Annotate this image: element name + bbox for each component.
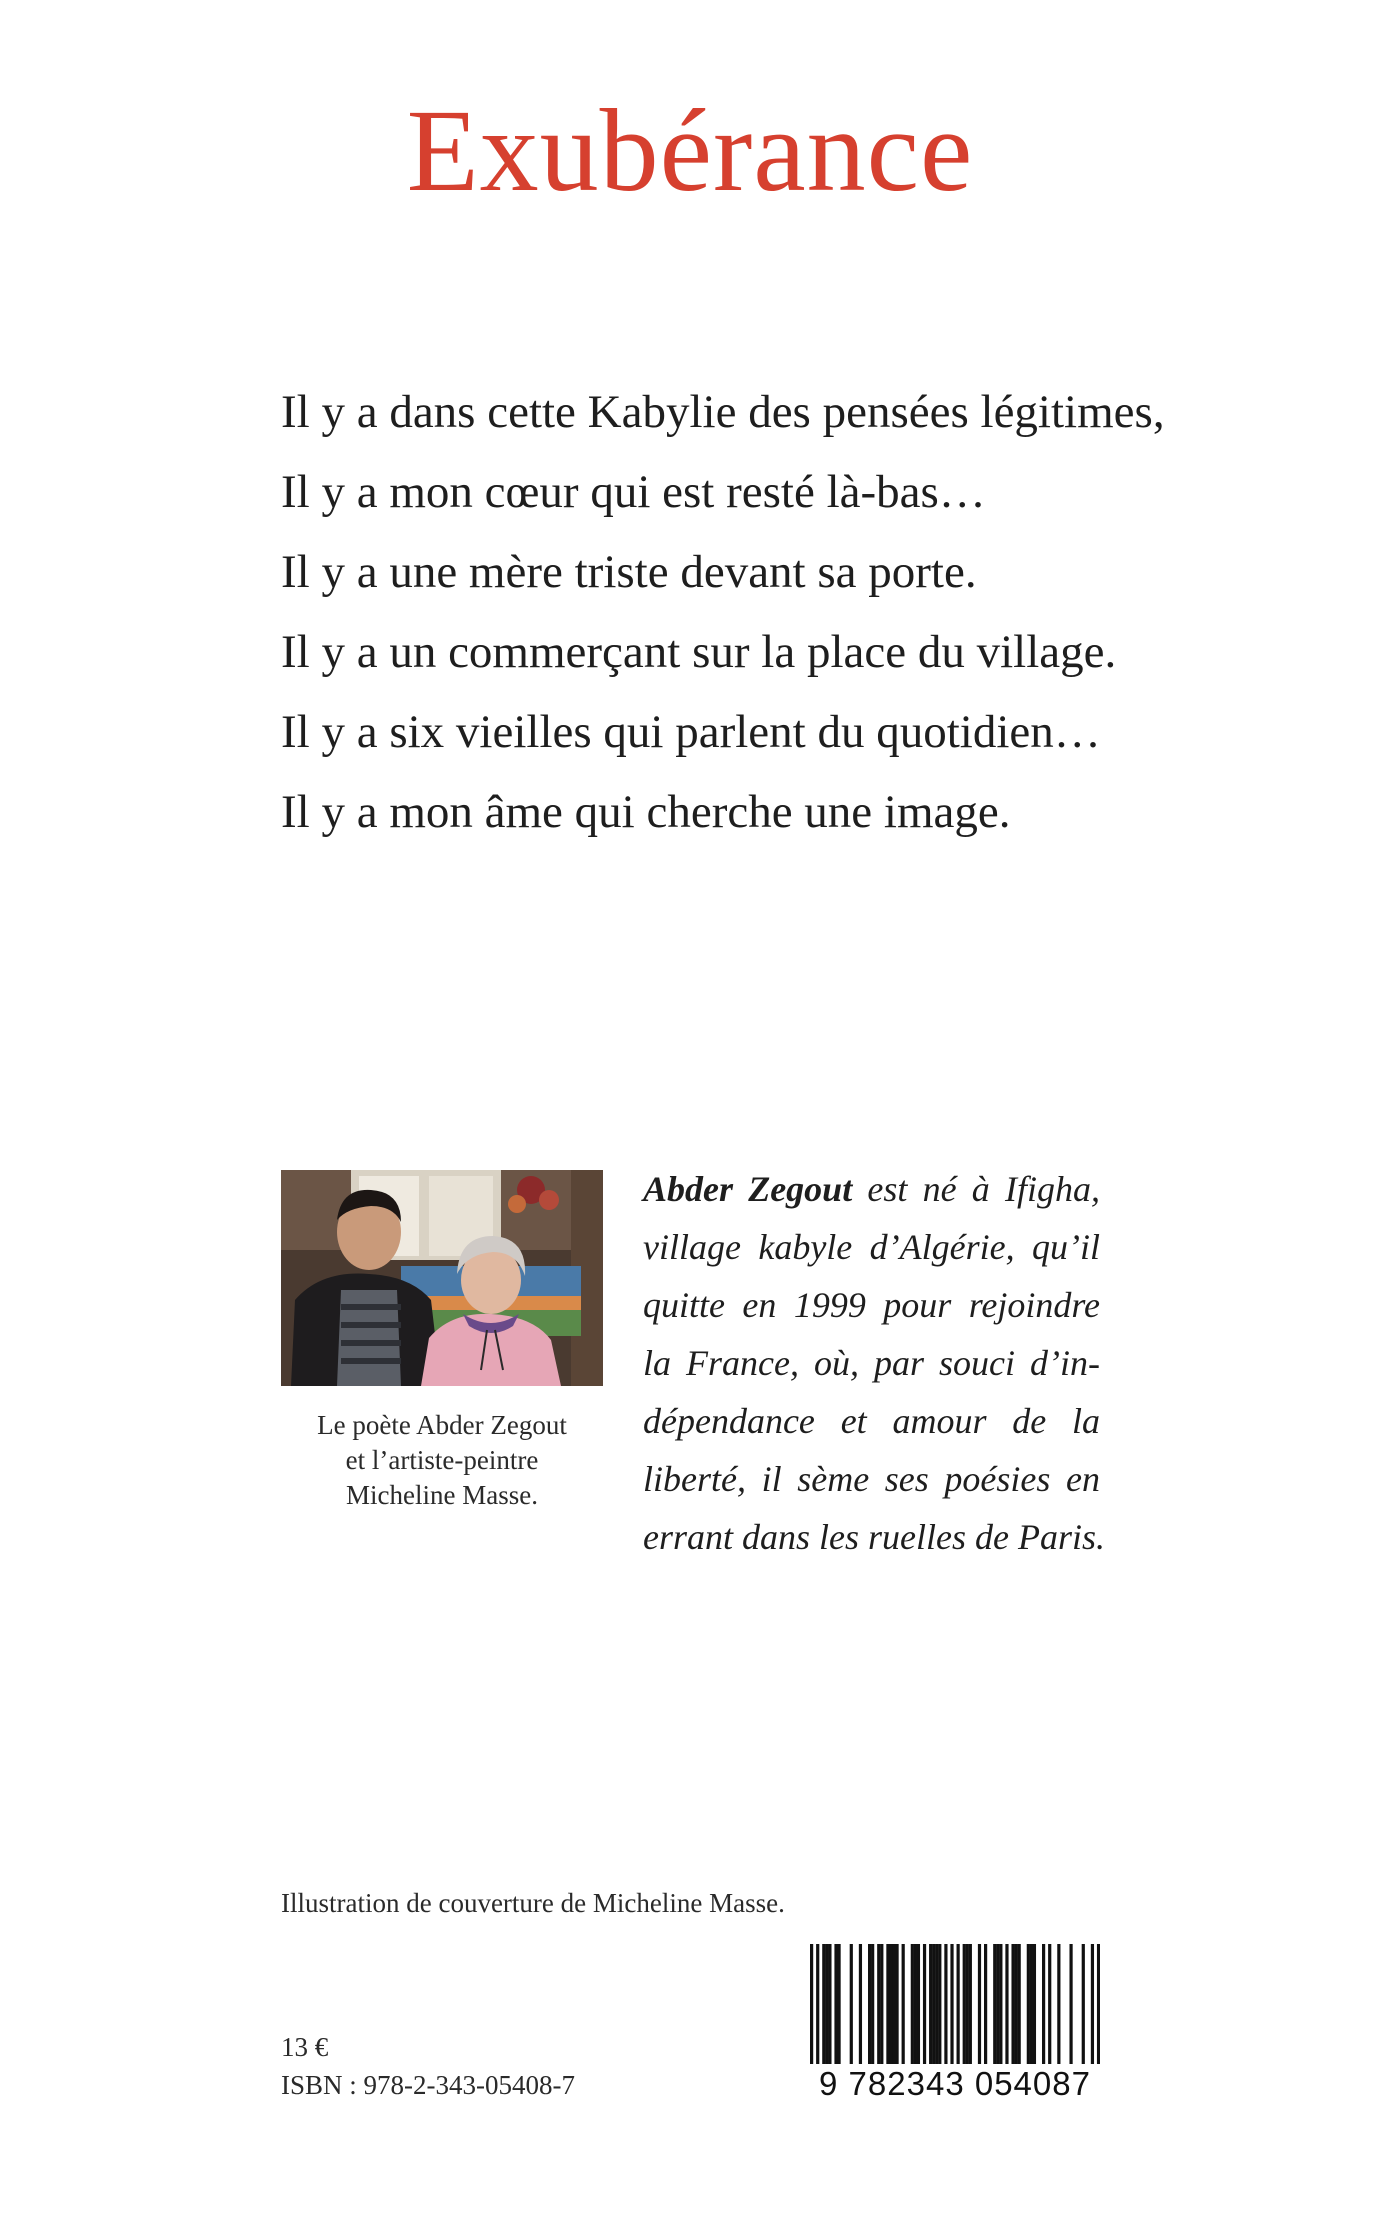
barcode-bar xyxy=(984,1944,987,2070)
barcode-bar xyxy=(1057,1944,1060,2070)
barcode-bar xyxy=(935,1944,938,2070)
barcode-bar xyxy=(932,1944,935,2070)
barcode-bar xyxy=(929,1944,932,2070)
bio-line: quitte en 1999 pour rejoindre xyxy=(643,1285,1100,1325)
barcode-bar xyxy=(834,1944,837,2070)
barcode-bar xyxy=(914,1944,917,2070)
poem-line: Il y a dans cette Kabylie des pensées légitimes, xyxy=(281,386,1165,438)
barcode-bar xyxy=(1033,1944,1036,2070)
bio-line: village kabyle d’Algérie, qu’il xyxy=(643,1227,1100,1267)
barcode-bar xyxy=(917,1944,920,2070)
barcode-bar xyxy=(902,1944,905,2070)
barcode-bar xyxy=(996,1944,999,2070)
barcode-bar xyxy=(889,1944,892,2070)
poem-line: Il y a une mère triste devant sa porte. xyxy=(281,546,977,598)
author-photo-image xyxy=(281,1170,603,1386)
author-name: Abder Zegout xyxy=(643,1169,853,1209)
barcode-bar xyxy=(1018,1944,1021,2070)
barcode-bar xyxy=(1030,1944,1033,2070)
poem-line: Il y a un commerçant sur la place du village. xyxy=(281,626,1117,678)
barcode-bar xyxy=(859,1944,862,2070)
barcode-bar xyxy=(880,1944,883,2070)
barcode-bar xyxy=(1082,1944,1085,2070)
book-title: Exubérance xyxy=(406,85,974,216)
bio-line: errant dans les ruelles de Paris. xyxy=(643,1517,1105,1557)
isbn: ISBN : 978-2-343-05408-7 xyxy=(281,2070,575,2100)
caption-line: Le poète Abder Zegout xyxy=(317,1410,567,1440)
barcode-bar xyxy=(850,1944,853,2070)
barcode-bar xyxy=(978,1944,981,2070)
barcode-bar xyxy=(877,1944,880,2070)
barcode-bar xyxy=(892,1944,895,2070)
barcode-bar xyxy=(837,1944,840,2070)
barcode-bar xyxy=(1015,1944,1018,2070)
barcode-bar xyxy=(895,1944,898,2070)
barcode-bar xyxy=(944,1944,947,2070)
barcode-bar xyxy=(969,1944,972,2070)
barcode-bar xyxy=(886,1944,889,2070)
barcode-bar xyxy=(911,1944,914,2070)
barcode-bar xyxy=(999,1944,1002,2070)
barcode-bar xyxy=(1005,1944,1008,2070)
barcode-bar xyxy=(825,1944,828,2070)
caption-line: et l’artiste-peintre xyxy=(345,1445,539,1475)
barcode-bar xyxy=(963,1944,966,2070)
barcode-bar xyxy=(993,1944,996,2070)
bio-text: est né à Ifigha, xyxy=(852,1169,1100,1209)
barcode-bar xyxy=(1027,1944,1030,2070)
barcode-bar xyxy=(1042,1944,1045,2070)
barcode-bar xyxy=(868,1944,871,2070)
bio-line: la France, où, par souci d’in- xyxy=(643,1343,1100,1383)
barcode-bar xyxy=(1048,1944,1051,2070)
bio-line: dépendance et amour de la xyxy=(643,1401,1100,1441)
barcode-bar xyxy=(966,1944,969,2070)
barcode-bar xyxy=(1011,1944,1014,2070)
author-biography xyxy=(643,1160,1105,1566)
barcode-bar xyxy=(871,1944,874,2070)
poem-excerpt xyxy=(281,372,1165,852)
barcode-bar xyxy=(828,1944,831,2070)
barcode-bar xyxy=(938,1944,941,2070)
caption-line: Micheline Masse. xyxy=(346,1480,538,1510)
poem-line: Il y a six vieilles qui parlent du quotidien… xyxy=(281,706,1101,758)
bio-line xyxy=(643,1160,1100,1218)
bio-line: liberté, il sème ses poésies en xyxy=(643,1459,1100,1499)
barcode-digits: 9 782343 054087 xyxy=(805,2064,1105,2104)
author-photo xyxy=(281,1170,603,1386)
poem-line: Il y a mon cœur qui est resté là-bas… xyxy=(281,466,986,518)
poem-line: Il y a mon âme qui cherche une image. xyxy=(281,786,1011,838)
barcode-bar xyxy=(923,1944,926,2070)
illustration-credit: Illustration de couverture de Micheline Masse. xyxy=(281,1888,785,1918)
barcode-bar xyxy=(1069,1944,1072,2070)
photo-caption xyxy=(281,1408,603,1513)
price: 13 € xyxy=(281,2032,329,2062)
barcode-bar xyxy=(822,1944,825,2070)
